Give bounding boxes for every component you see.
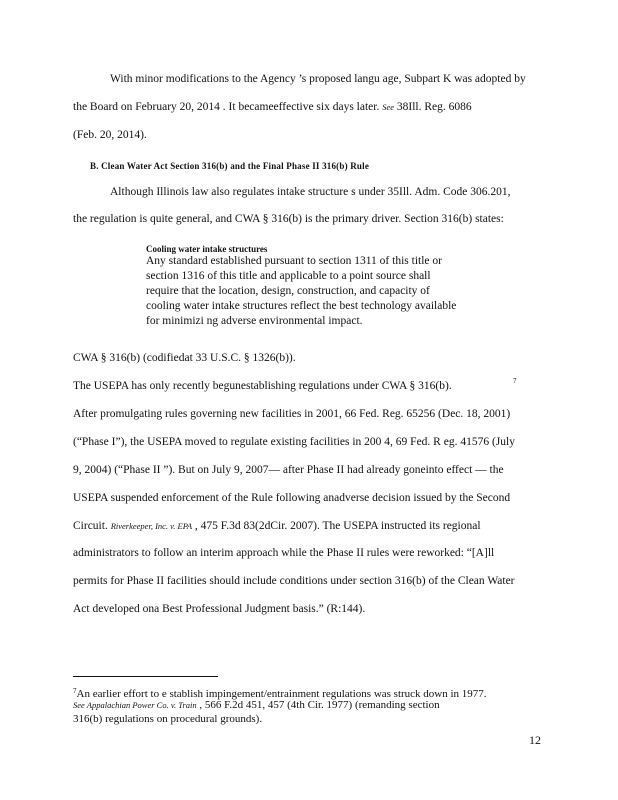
para3-line9: Act developed ona Best Professional Judgment basis.” (R:144). — [73, 603, 366, 615]
case-name-riverkeeper: Riverkeeper, Inc. v. EPA — [110, 521, 193, 531]
footnote-line1-text: An earlier effort to e stablish impingement/entrainment regulations was struck down in 1977. — [76, 688, 487, 700]
para3-line7: administrators to follow an interim approach while the Phase II rules were reworked: “[A]ll — [73, 547, 495, 559]
para3-line4: 9, 2004) (“Phase II ”). But on July 9, 2007— after Phase II had already goneinto effect — the — [73, 464, 504, 476]
block-quote-line: cooling water intake structures reflect the best technology available — [146, 300, 457, 312]
footnote-line2 — [73, 698, 440, 712]
para1-line2 — [73, 100, 472, 114]
para3-line1: The USEPA has only recently begunestablishing regulations under CWA § 316(b). — [73, 380, 452, 392]
block-quote-line: Any standard established pursuant to section 1311 of this title or — [146, 255, 442, 267]
footnote-number: 7 — [73, 687, 77, 695]
para3-line3: (“Phase I”), the USEPA moved to regulate existing facilities in 200 4, 69 Fed. R eg. 41576 (July — [73, 436, 515, 448]
para2-line1: Although Illinois law also regulates intake structure s under 35Ill. Adm. Code 306.201, — [110, 186, 511, 198]
block-quote-title: Cooling water intake structures — [146, 244, 268, 254]
footnote-reference: 7 — [513, 377, 517, 385]
footnote-line2-cite: , 566 F.2d 451, 457 (4th Cir. 1977) (remanding section — [196, 699, 440, 711]
block-quote-line: for minimizi ng adverse environmental impact. — [146, 315, 363, 327]
para3-line2: After promulgating rules governing new facilities in 2001, 66 Fed. Reg. 65256 (Dec. 18, 2001) — [73, 408, 511, 420]
para1-line2-cite: 38Ill. Reg. 6086 — [394, 101, 472, 113]
see-signal: See — [382, 102, 395, 112]
block-quote-line: section 1316 of this title and applicable to a point source shall — [146, 270, 431, 282]
statute-citation: CWA § 316(b) (codifiedat 33 U.S.C. § 1326(b)). — [73, 352, 296, 364]
block-quote-line: require that the location, design, construction, and capacity of — [146, 285, 430, 297]
para3-line6 — [73, 519, 481, 533]
para1-line1: With minor modifications to the Agency ’s proposed langu age, Subpart K was adopted by — [110, 73, 526, 85]
para3-line6-text: Circuit. — [73, 520, 111, 532]
footnote-separator — [73, 676, 218, 677]
page-number: 12 — [529, 733, 541, 747]
para1-line3: (Feb. 20, 2014). — [73, 129, 147, 141]
para3-line8: permits for Phase II facilities should include conditions under section 316(b) of the Clean Water — [73, 575, 515, 587]
para1-line2-text: the Board on February 20, 2014 . It becameeffective six days later. — [73, 101, 383, 113]
section-heading-b: B. Clean Water Act Section 316(b) and the Final Phase II 316(b) Rule — [90, 161, 370, 171]
para3-line6-cite: , 475 F.3d 83(2dCir. 2007). The USEPA instructed its regional — [192, 520, 481, 532]
para2-line2: the regulation is quite general, and CWA § 316(b) is the primary driver. Section 316(b) states: — [73, 213, 504, 225]
case-name-appalachian: See Appalachian Power Co. v. Train — [73, 700, 197, 710]
footnote-line3: 316(b) regulations on procedural grounds). — [73, 713, 263, 725]
para3-line5: USEPA suspended enforcement of the Rule following anadverse decision issued by the Second — [73, 492, 511, 504]
